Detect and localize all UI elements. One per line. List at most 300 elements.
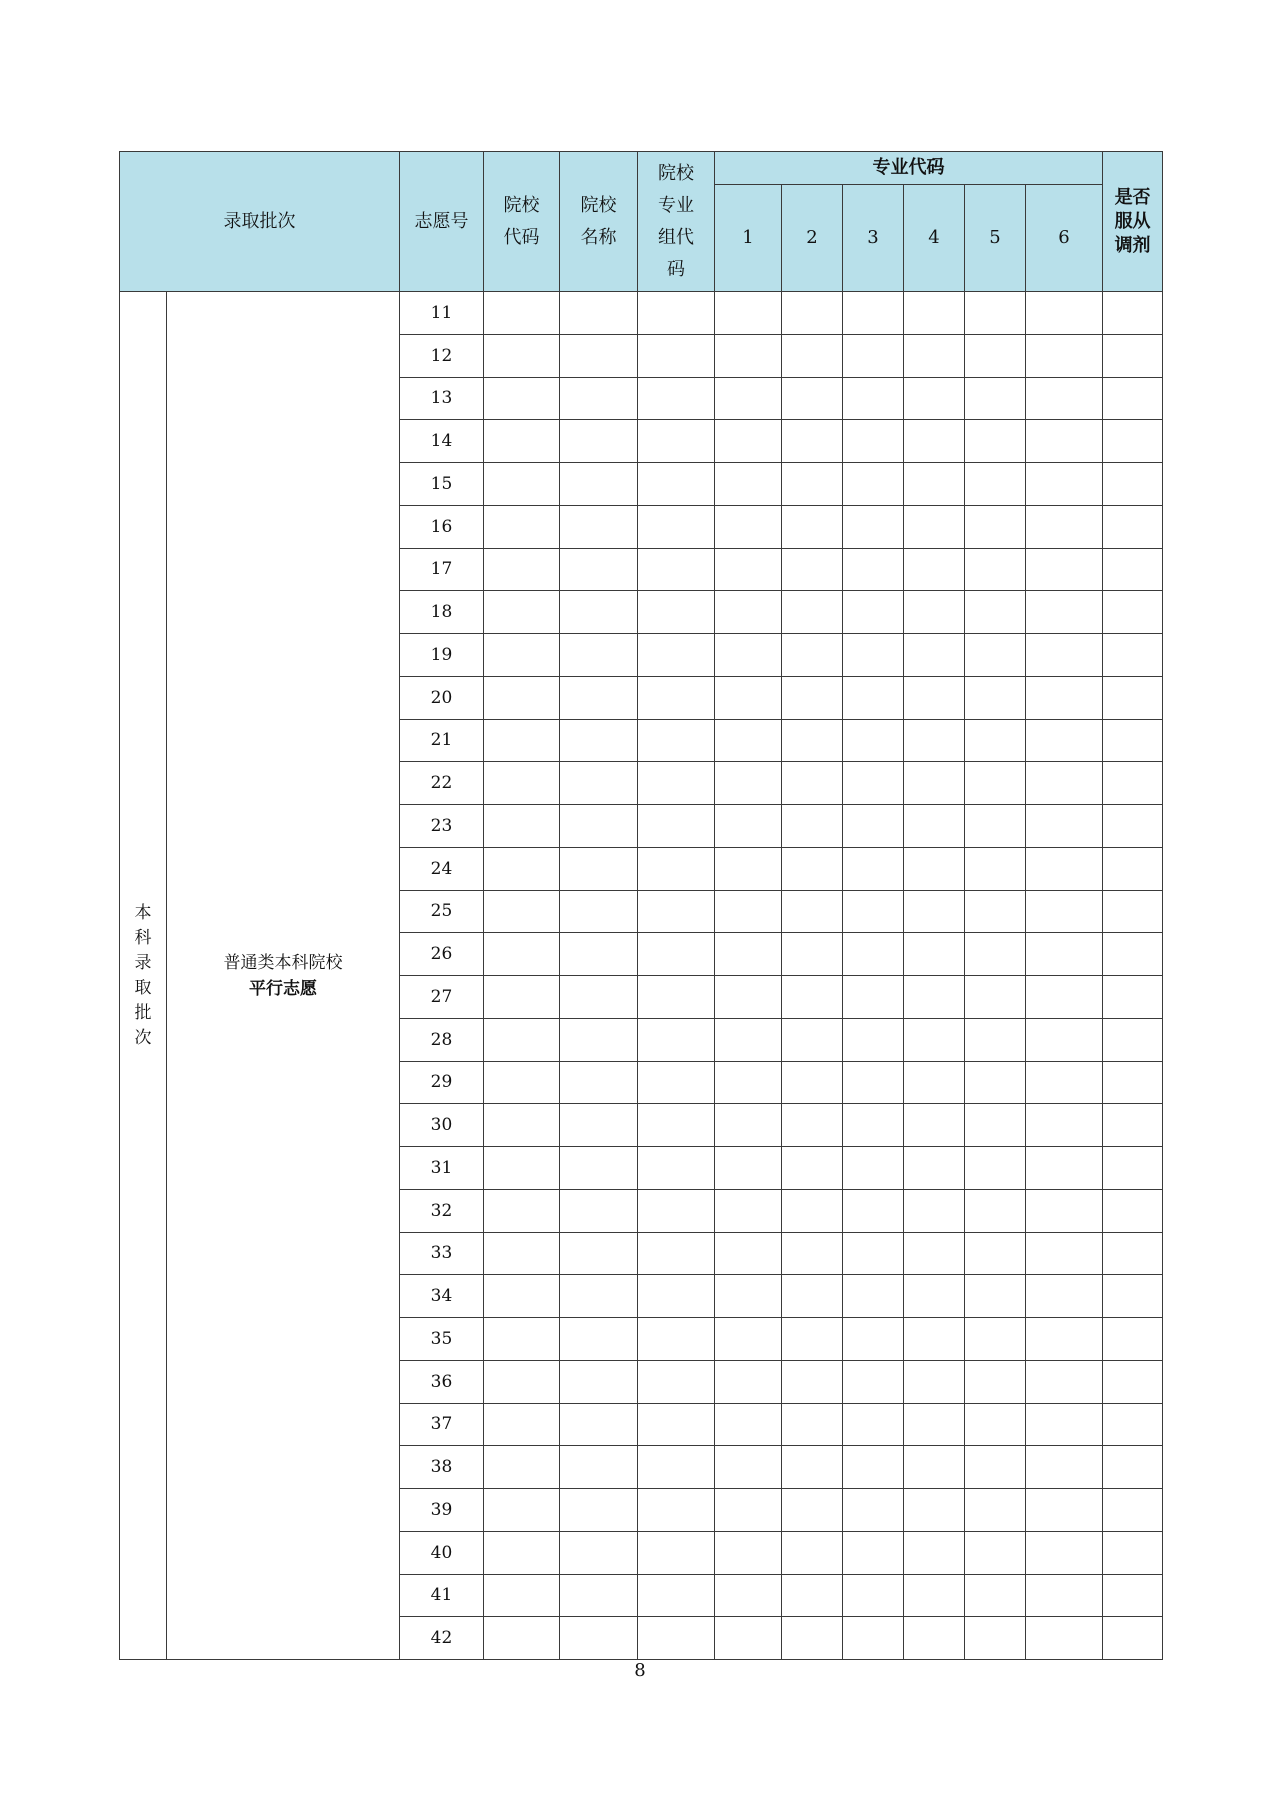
obey-adjust-field[interactable] — [1103, 591, 1163, 634]
major-4-field[interactable] — [904, 890, 965, 933]
school-code-field[interactable] — [484, 762, 560, 805]
major-6-field[interactable] — [1026, 805, 1103, 848]
school-name-field[interactable] — [560, 976, 638, 1019]
major-4-field[interactable] — [904, 847, 965, 890]
major-5-field[interactable] — [965, 420, 1026, 463]
group-code-field[interactable] — [638, 1061, 715, 1104]
major-2-field[interactable] — [782, 1360, 843, 1403]
group-code-field[interactable] — [638, 1104, 715, 1147]
major-4-field[interactable] — [904, 762, 965, 805]
major-2-field[interactable] — [782, 505, 843, 548]
major-3-field[interactable] — [843, 805, 904, 848]
major-3-field[interactable] — [843, 1446, 904, 1489]
school-code-field[interactable] — [484, 377, 560, 420]
major-3-field[interactable] — [843, 1531, 904, 1574]
major-2-field[interactable] — [782, 890, 843, 933]
major-6-field[interactable] — [1026, 890, 1103, 933]
group-code-field[interactable] — [638, 976, 715, 1019]
obey-adjust-field[interactable] — [1103, 762, 1163, 805]
major-2-field[interactable] — [782, 1403, 843, 1446]
group-code-field[interactable] — [638, 1531, 715, 1574]
major-5-field[interactable] — [965, 933, 1026, 976]
school-name-field[interactable] — [560, 634, 638, 677]
school-name-field[interactable] — [560, 847, 638, 890]
major-1-field[interactable] — [715, 676, 782, 719]
major-6-field[interactable] — [1026, 1617, 1103, 1660]
school-code-field[interactable] — [484, 1061, 560, 1104]
major-1-field[interactable] — [715, 377, 782, 420]
group-code-field[interactable] — [638, 1360, 715, 1403]
major-6-field[interactable] — [1026, 1061, 1103, 1104]
major-5-field[interactable] — [965, 1446, 1026, 1489]
major-1-field[interactable] — [715, 1232, 782, 1275]
major-6-field[interactable] — [1026, 1574, 1103, 1617]
major-2-field[interactable] — [782, 933, 843, 976]
obey-adjust-field[interactable] — [1103, 634, 1163, 677]
major-3-field[interactable] — [843, 505, 904, 548]
major-1-field[interactable] — [715, 719, 782, 762]
school-code-field[interactable] — [484, 634, 560, 677]
major-5-field[interactable] — [965, 1360, 1026, 1403]
major-3-field[interactable] — [843, 762, 904, 805]
major-1-field[interactable] — [715, 634, 782, 677]
major-2-field[interactable] — [782, 676, 843, 719]
major-2-field[interactable] — [782, 634, 843, 677]
major-4-field[interactable] — [904, 1232, 965, 1275]
school-name-field[interactable] — [560, 1061, 638, 1104]
major-5-field[interactable] — [965, 1617, 1026, 1660]
group-code-field[interactable] — [638, 377, 715, 420]
group-code-field[interactable] — [638, 548, 715, 591]
major-5-field[interactable] — [965, 1489, 1026, 1532]
major-3-field[interactable] — [843, 1232, 904, 1275]
major-2-field[interactable] — [782, 591, 843, 634]
major-2-field[interactable] — [782, 1104, 843, 1147]
obey-adjust-field[interactable] — [1103, 1617, 1163, 1660]
school-code-field[interactable] — [484, 1104, 560, 1147]
major-6-field[interactable] — [1026, 505, 1103, 548]
obey-adjust-field[interactable] — [1103, 1403, 1163, 1446]
group-code-field[interactable] — [638, 933, 715, 976]
major-6-field[interactable] — [1026, 762, 1103, 805]
school-name-field[interactable] — [560, 1147, 638, 1190]
major-3-field[interactable] — [843, 420, 904, 463]
major-1-field[interactable] — [715, 1018, 782, 1061]
school-name-field[interactable] — [560, 676, 638, 719]
major-2-field[interactable] — [782, 463, 843, 506]
major-6-field[interactable] — [1026, 1403, 1103, 1446]
group-code-field[interactable] — [638, 1617, 715, 1660]
major-5-field[interactable] — [965, 890, 1026, 933]
major-6-field[interactable] — [1026, 634, 1103, 677]
group-code-field[interactable] — [638, 591, 715, 634]
school-code-field[interactable] — [484, 420, 560, 463]
major-6-field[interactable] — [1026, 1018, 1103, 1061]
school-code-field[interactable] — [484, 463, 560, 506]
major-6-field[interactable] — [1026, 1232, 1103, 1275]
school-name-field[interactable] — [560, 1446, 638, 1489]
major-6-field[interactable] — [1026, 377, 1103, 420]
major-2-field[interactable] — [782, 1232, 843, 1275]
school-code-field[interactable] — [484, 1232, 560, 1275]
major-1-field[interactable] — [715, 933, 782, 976]
school-name-field[interactable] — [560, 805, 638, 848]
major-2-field[interactable] — [782, 1318, 843, 1361]
major-1-field[interactable] — [715, 847, 782, 890]
major-4-field[interactable] — [904, 548, 965, 591]
school-name-field[interactable] — [560, 1574, 638, 1617]
major-6-field[interactable] — [1026, 1147, 1103, 1190]
school-code-field[interactable] — [484, 1446, 560, 1489]
major-6-field[interactable] — [1026, 463, 1103, 506]
major-6-field[interactable] — [1026, 548, 1103, 591]
major-3-field[interactable] — [843, 1318, 904, 1361]
school-name-field[interactable] — [560, 1489, 638, 1532]
group-code-field[interactable] — [638, 292, 715, 335]
obey-adjust-field[interactable] — [1103, 292, 1163, 335]
school-name-field[interactable] — [560, 463, 638, 506]
major-1-field[interactable] — [715, 805, 782, 848]
major-4-field[interactable] — [904, 1189, 965, 1232]
group-code-field[interactable] — [638, 1018, 715, 1061]
school-code-field[interactable] — [484, 334, 560, 377]
major-5-field[interactable] — [965, 1104, 1026, 1147]
group-code-field[interactable] — [638, 1489, 715, 1532]
major-4-field[interactable] — [904, 1446, 965, 1489]
major-5-field[interactable] — [965, 505, 1026, 548]
major-5-field[interactable] — [965, 1018, 1026, 1061]
major-4-field[interactable] — [904, 420, 965, 463]
major-1-field[interactable] — [715, 890, 782, 933]
group-code-field[interactable] — [638, 334, 715, 377]
group-code-field[interactable] — [638, 1574, 715, 1617]
major-2-field[interactable] — [782, 1574, 843, 1617]
major-5-field[interactable] — [965, 805, 1026, 848]
major-6-field[interactable] — [1026, 334, 1103, 377]
major-5-field[interactable] — [965, 334, 1026, 377]
major-1-field[interactable] — [715, 1403, 782, 1446]
major-3-field[interactable] — [843, 292, 904, 335]
major-2-field[interactable] — [782, 292, 843, 335]
major-1-field[interactable] — [715, 1147, 782, 1190]
school-name-field[interactable] — [560, 334, 638, 377]
major-3-field[interactable] — [843, 719, 904, 762]
major-4-field[interactable] — [904, 676, 965, 719]
school-code-field[interactable] — [484, 676, 560, 719]
school-name-field[interactable] — [560, 1403, 638, 1446]
major-1-field[interactable] — [715, 1104, 782, 1147]
major-1-field[interactable] — [715, 292, 782, 335]
obey-adjust-field[interactable] — [1103, 890, 1163, 933]
major-6-field[interactable] — [1026, 1318, 1103, 1361]
major-1-field[interactable] — [715, 463, 782, 506]
major-6-field[interactable] — [1026, 1360, 1103, 1403]
major-4-field[interactable] — [904, 463, 965, 506]
major-3-field[interactable] — [843, 676, 904, 719]
major-4-field[interactable] — [904, 1360, 965, 1403]
school-name-field[interactable] — [560, 1617, 638, 1660]
obey-adjust-field[interactable] — [1103, 420, 1163, 463]
major-3-field[interactable] — [843, 1147, 904, 1190]
major-6-field[interactable] — [1026, 292, 1103, 335]
group-code-field[interactable] — [638, 847, 715, 890]
obey-adjust-field[interactable] — [1103, 976, 1163, 1019]
major-5-field[interactable] — [965, 762, 1026, 805]
group-code-field[interactable] — [638, 1189, 715, 1232]
major-4-field[interactable] — [904, 334, 965, 377]
major-5-field[interactable] — [965, 1574, 1026, 1617]
school-code-field[interactable] — [484, 1018, 560, 1061]
major-3-field[interactable] — [843, 1104, 904, 1147]
major-2-field[interactable] — [782, 420, 843, 463]
school-name-field[interactable] — [560, 1275, 638, 1318]
major-1-field[interactable] — [715, 505, 782, 548]
major-2-field[interactable] — [782, 377, 843, 420]
school-code-field[interactable] — [484, 505, 560, 548]
major-6-field[interactable] — [1026, 676, 1103, 719]
group-code-field[interactable] — [638, 1275, 715, 1318]
obey-adjust-field[interactable] — [1103, 1189, 1163, 1232]
group-code-field[interactable] — [638, 505, 715, 548]
school-code-field[interactable] — [484, 805, 560, 848]
obey-adjust-field[interactable] — [1103, 1275, 1163, 1318]
major-6-field[interactable] — [1026, 976, 1103, 1019]
major-5-field[interactable] — [965, 976, 1026, 1019]
obey-adjust-field[interactable] — [1103, 676, 1163, 719]
major-2-field[interactable] — [782, 847, 843, 890]
major-3-field[interactable] — [843, 933, 904, 976]
major-5-field[interactable] — [965, 1403, 1026, 1446]
major-1-field[interactable] — [715, 762, 782, 805]
major-1-field[interactable] — [715, 976, 782, 1019]
major-4-field[interactable] — [904, 976, 965, 1019]
major-5-field[interactable] — [965, 1275, 1026, 1318]
school-code-field[interactable] — [484, 1574, 560, 1617]
obey-adjust-field[interactable] — [1103, 1147, 1163, 1190]
major-1-field[interactable] — [715, 548, 782, 591]
school-code-field[interactable] — [484, 1189, 560, 1232]
school-name-field[interactable] — [560, 890, 638, 933]
major-3-field[interactable] — [843, 1018, 904, 1061]
major-6-field[interactable] — [1026, 1275, 1103, 1318]
school-code-field[interactable] — [484, 1531, 560, 1574]
major-6-field[interactable] — [1026, 1104, 1103, 1147]
major-2-field[interactable] — [782, 762, 843, 805]
major-6-field[interactable] — [1026, 1189, 1103, 1232]
major-4-field[interactable] — [904, 805, 965, 848]
school-code-field[interactable] — [484, 976, 560, 1019]
obey-adjust-field[interactable] — [1103, 463, 1163, 506]
major-1-field[interactable] — [715, 1061, 782, 1104]
group-code-field[interactable] — [638, 762, 715, 805]
major-4-field[interactable] — [904, 1489, 965, 1532]
school-code-field[interactable] — [484, 847, 560, 890]
school-code-field[interactable] — [484, 1617, 560, 1660]
major-3-field[interactable] — [843, 1061, 904, 1104]
school-code-field[interactable] — [484, 1489, 560, 1532]
group-code-field[interactable] — [638, 1232, 715, 1275]
major-3-field[interactable] — [843, 591, 904, 634]
school-code-field[interactable] — [484, 548, 560, 591]
school-code-field[interactable] — [484, 1318, 560, 1361]
school-name-field[interactable] — [560, 1232, 638, 1275]
major-2-field[interactable] — [782, 1018, 843, 1061]
group-code-field[interactable] — [638, 676, 715, 719]
obey-adjust-field[interactable] — [1103, 933, 1163, 976]
school-name-field[interactable] — [560, 591, 638, 634]
major-4-field[interactable] — [904, 1403, 965, 1446]
major-3-field[interactable] — [843, 1489, 904, 1532]
major-3-field[interactable] — [843, 1360, 904, 1403]
school-code-field[interactable] — [484, 719, 560, 762]
obey-adjust-field[interactable] — [1103, 1446, 1163, 1489]
major-1-field[interactable] — [715, 1318, 782, 1361]
group-code-field[interactable] — [638, 805, 715, 848]
major-4-field[interactable] — [904, 933, 965, 976]
major-5-field[interactable] — [965, 591, 1026, 634]
obey-adjust-field[interactable] — [1103, 1061, 1163, 1104]
major-2-field[interactable] — [782, 1617, 843, 1660]
major-5-field[interactable] — [965, 1531, 1026, 1574]
school-name-field[interactable] — [560, 719, 638, 762]
major-5-field[interactable] — [965, 847, 1026, 890]
major-4-field[interactable] — [904, 591, 965, 634]
obey-adjust-field[interactable] — [1103, 1574, 1163, 1617]
major-5-field[interactable] — [965, 1061, 1026, 1104]
major-1-field[interactable] — [715, 591, 782, 634]
major-4-field[interactable] — [904, 292, 965, 335]
major-6-field[interactable] — [1026, 591, 1103, 634]
school-name-field[interactable] — [560, 933, 638, 976]
group-code-field[interactable] — [638, 420, 715, 463]
major-4-field[interactable] — [904, 1147, 965, 1190]
obey-adjust-field[interactable] — [1103, 1232, 1163, 1275]
major-4-field[interactable] — [904, 634, 965, 677]
school-code-field[interactable] — [484, 292, 560, 335]
school-name-field[interactable] — [560, 505, 638, 548]
major-4-field[interactable] — [904, 505, 965, 548]
obey-adjust-field[interactable] — [1103, 1318, 1163, 1361]
school-name-field[interactable] — [560, 1018, 638, 1061]
major-5-field[interactable] — [965, 1189, 1026, 1232]
school-name-field[interactable] — [560, 1189, 638, 1232]
major-4-field[interactable] — [904, 377, 965, 420]
major-1-field[interactable] — [715, 420, 782, 463]
major-2-field[interactable] — [782, 1275, 843, 1318]
major-5-field[interactable] — [965, 676, 1026, 719]
major-3-field[interactable] — [843, 334, 904, 377]
major-5-field[interactable] — [965, 548, 1026, 591]
major-5-field[interactable] — [965, 292, 1026, 335]
obey-adjust-field[interactable] — [1103, 548, 1163, 591]
major-4-field[interactable] — [904, 1531, 965, 1574]
major-5-field[interactable] — [965, 1232, 1026, 1275]
major-4-field[interactable] — [904, 1061, 965, 1104]
major-3-field[interactable] — [843, 1275, 904, 1318]
obey-adjust-field[interactable] — [1103, 1531, 1163, 1574]
major-3-field[interactable] — [843, 634, 904, 677]
major-1-field[interactable] — [715, 1531, 782, 1574]
major-4-field[interactable] — [904, 1018, 965, 1061]
obey-adjust-field[interactable] — [1103, 847, 1163, 890]
school-code-field[interactable] — [484, 933, 560, 976]
major-3-field[interactable] — [843, 463, 904, 506]
major-4-field[interactable] — [904, 1104, 965, 1147]
major-2-field[interactable] — [782, 805, 843, 848]
group-code-field[interactable] — [638, 463, 715, 506]
school-code-field[interactable] — [484, 1275, 560, 1318]
major-2-field[interactable] — [782, 1531, 843, 1574]
major-2-field[interactable] — [782, 1489, 843, 1532]
major-1-field[interactable] — [715, 1446, 782, 1489]
obey-adjust-field[interactable] — [1103, 1104, 1163, 1147]
school-code-field[interactable] — [484, 1360, 560, 1403]
obey-adjust-field[interactable] — [1103, 719, 1163, 762]
major-4-field[interactable] — [904, 1574, 965, 1617]
school-code-field[interactable] — [484, 1147, 560, 1190]
group-code-field[interactable] — [638, 634, 715, 677]
major-3-field[interactable] — [843, 1617, 904, 1660]
obey-adjust-field[interactable] — [1103, 1018, 1163, 1061]
obey-adjust-field[interactable] — [1103, 377, 1163, 420]
major-4-field[interactable] — [904, 1617, 965, 1660]
major-1-field[interactable] — [715, 1574, 782, 1617]
group-code-field[interactable] — [638, 1446, 715, 1489]
major-5-field[interactable] — [965, 1318, 1026, 1361]
major-5-field[interactable] — [965, 719, 1026, 762]
major-3-field[interactable] — [843, 976, 904, 1019]
major-2-field[interactable] — [782, 1189, 843, 1232]
school-name-field[interactable] — [560, 1318, 638, 1361]
group-code-field[interactable] — [638, 719, 715, 762]
major-2-field[interactable] — [782, 719, 843, 762]
major-2-field[interactable] — [782, 548, 843, 591]
school-name-field[interactable] — [560, 377, 638, 420]
major-4-field[interactable] — [904, 1275, 965, 1318]
major-6-field[interactable] — [1026, 420, 1103, 463]
major-6-field[interactable] — [1026, 719, 1103, 762]
obey-adjust-field[interactable] — [1103, 334, 1163, 377]
major-3-field[interactable] — [843, 1189, 904, 1232]
group-code-field[interactable] — [638, 890, 715, 933]
school-code-field[interactable] — [484, 890, 560, 933]
major-5-field[interactable] — [965, 1147, 1026, 1190]
major-2-field[interactable] — [782, 334, 843, 377]
major-3-field[interactable] — [843, 377, 904, 420]
major-1-field[interactable] — [715, 1275, 782, 1318]
major-3-field[interactable] — [843, 548, 904, 591]
school-name-field[interactable] — [560, 1360, 638, 1403]
major-6-field[interactable] — [1026, 933, 1103, 976]
school-name-field[interactable] — [560, 292, 638, 335]
school-code-field[interactable] — [484, 1403, 560, 1446]
major-1-field[interactable] — [715, 1489, 782, 1532]
obey-adjust-field[interactable] — [1103, 805, 1163, 848]
major-2-field[interactable] — [782, 1061, 843, 1104]
school-name-field[interactable] — [560, 1104, 638, 1147]
major-2-field[interactable] — [782, 1147, 843, 1190]
major-1-field[interactable] — [715, 334, 782, 377]
obey-adjust-field[interactable] — [1103, 505, 1163, 548]
major-6-field[interactable] — [1026, 1446, 1103, 1489]
school-code-field[interactable] — [484, 591, 560, 634]
major-2-field[interactable] — [782, 1446, 843, 1489]
school-name-field[interactable] — [560, 548, 638, 591]
major-3-field[interactable] — [843, 890, 904, 933]
major-6-field[interactable] — [1026, 1531, 1103, 1574]
group-code-field[interactable] — [638, 1318, 715, 1361]
major-6-field[interactable] — [1026, 847, 1103, 890]
